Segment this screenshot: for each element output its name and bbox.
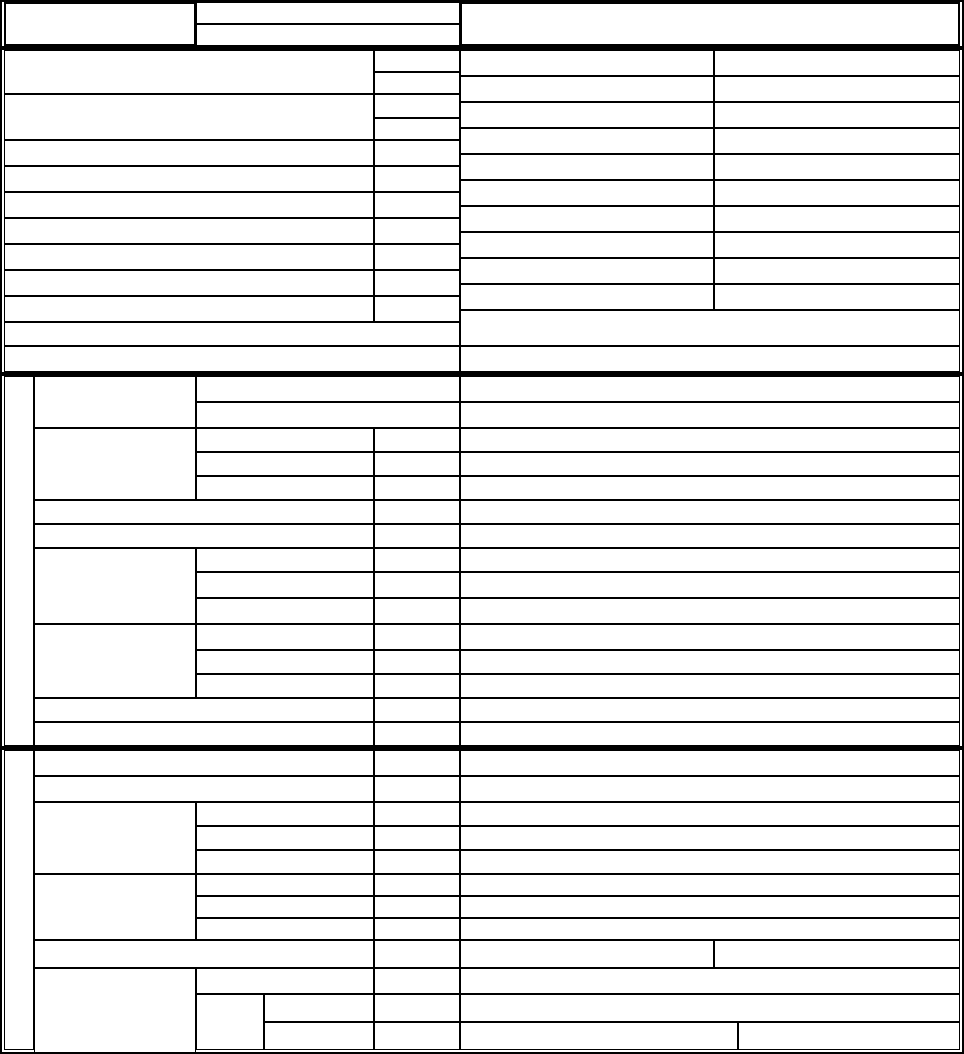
detail-value-e5[interactable] [714,154,960,180]
s2-group3-value-e3[interactable] [738,1022,960,1050]
detail-value-d2[interactable] [460,76,714,102]
s1-group3-value2[interactable] [460,572,960,598]
s2-group2-label [34,874,196,940]
s2-group2-value3[interactable] [460,918,960,940]
s2-row-b-label [34,776,374,802]
s1-group3-value3[interactable] [460,598,960,624]
detail-value-e10[interactable] [714,284,960,310]
detail-code-7[interactable] [374,192,460,218]
s1-group2-value3[interactable] [460,476,960,500]
detail-code-9[interactable] [374,244,460,270]
detail-label-4 [4,166,374,192]
detail-value-d10[interactable] [460,284,714,310]
detail-value-d1[interactable] [460,50,714,76]
s1-group3-code3[interactable] [374,598,460,624]
s1-row-c-value[interactable] [460,698,960,722]
s2-row-c-code[interactable] [374,940,460,968]
s1-group2-value2[interactable] [460,452,960,476]
s1-row-d-value[interactable] [460,722,960,746]
s1-group4-row3[interactable] [196,674,374,698]
detail-label-1 [4,50,374,94]
s1-group1-value1[interactable] [460,376,960,402]
s1-row-a-value[interactable] [460,500,960,524]
s2-group1-value1[interactable] [460,802,960,826]
s1-row-c-label [34,698,374,722]
s2-group2-code2[interactable] [374,896,460,918]
s1-group2-label [34,428,196,500]
s2-row-b-code[interactable] [374,776,460,802]
s1-group4-code1[interactable] [374,624,460,650]
s1-group4-code3[interactable] [374,674,460,698]
s1-group3-value1[interactable] [460,548,960,572]
s1-group1-row2[interactable] [196,402,460,428]
detail-label-11 [4,346,460,372]
s1-group4-code2[interactable] [374,650,460,674]
s1-group4-value1[interactable] [460,624,960,650]
s2-group3-label [34,968,196,1054]
s1-row-b-value[interactable] [460,524,960,548]
header-label-a [4,2,196,46]
s1-group2-code2[interactable] [374,452,460,476]
s1-row-a-code[interactable] [374,500,460,524]
detail-value-d5[interactable] [460,154,714,180]
detail-value-d6[interactable] [460,180,714,206]
detail-label-8 [4,270,374,296]
detail-value-d7[interactable] [460,206,714,232]
s1-group4-value3[interactable] [460,674,960,698]
detail-code-5[interactable] [374,140,460,166]
header-field-c1[interactable] [460,2,960,46]
detail-label-9 [4,296,374,322]
s2-group2-row3[interactable] [196,918,374,940]
detail-value-e9[interactable] [714,258,960,284]
s1-group2-row3[interactable] [196,476,374,500]
s1-group3-code1[interactable] [374,548,460,572]
detail-value-e3[interactable] [714,102,960,128]
s2-row-a-value[interactable] [460,750,960,776]
s1-group3-row3[interactable] [196,598,374,624]
s2-group2-row2[interactable] [196,896,374,918]
s2-group3-value-d3[interactable] [460,1022,738,1050]
detail-label-10 [4,322,460,346]
detail-value-d3[interactable] [460,102,714,128]
s1-group3-row1[interactable] [196,548,374,572]
detail-code-3[interactable] [374,94,460,118]
s1-group2-code1[interactable] [374,428,460,452]
s2-row-c-value-d[interactable] [460,940,714,968]
s2-row-c-label [34,940,374,968]
s1-group4-value2[interactable] [460,650,960,674]
detail-value-e7[interactable] [714,206,960,232]
s2-group1-code2[interactable] [374,826,460,850]
s2-group1-value2[interactable] [460,826,960,850]
s2-group2-code1[interactable] [374,874,460,896]
detail-value-e8[interactable] [714,232,960,258]
detail-value-d11[interactable] [460,310,960,346]
s1-group3-label [34,548,196,624]
s1-group4-row1[interactable] [196,624,374,650]
detail-value-e6[interactable] [714,180,960,206]
s1-group4-row2[interactable] [196,650,374,674]
s2-group3-sub-label1 [196,994,264,1050]
s2-row-c-value-e[interactable] [714,940,960,968]
s2-row-b-value[interactable] [460,776,960,802]
s2-group2-code3[interactable] [374,918,460,940]
detail-value-e2[interactable] [714,76,960,102]
s1-group2-code3[interactable] [374,476,460,500]
detail-code-11[interactable] [374,296,460,322]
detail-value-e1[interactable] [714,50,960,76]
s2-group1-code3[interactable] [374,850,460,874]
header-field-b1[interactable] [196,2,460,24]
s1-group2-row1[interactable] [196,428,374,452]
s2-group1-row3[interactable] [196,850,374,874]
detail-code-4[interactable] [374,118,460,140]
detail-code-2[interactable] [374,72,460,94]
s2-group1-label [34,802,196,874]
s2-group3-value1[interactable] [460,968,960,994]
s1-group1-row1[interactable] [196,376,460,402]
section-two-spine [4,750,34,1050]
detail-value-d12[interactable] [460,346,960,372]
detail-code-1[interactable] [374,50,460,72]
detail-label-7 [4,244,374,270]
s1-row-c-code[interactable] [374,698,460,722]
header-field-b2[interactable] [196,24,460,46]
s2-row-a-code[interactable] [374,750,460,776]
detail-code-8[interactable] [374,218,460,244]
s2-group3-row1[interactable] [196,968,374,994]
s2-group3-value2[interactable] [460,994,960,1022]
s1-group1-label [34,376,196,428]
s2-group2-value2[interactable] [460,896,960,918]
s1-group4-label [34,624,196,698]
s2-group1-value3[interactable] [460,850,960,874]
detail-value-d9[interactable] [460,258,714,284]
s2-group1-code1[interactable] [374,802,460,826]
s2-group1-row2[interactable] [196,826,374,850]
detail-value-d4[interactable] [460,128,714,154]
s2-group3-code3[interactable] [374,1022,460,1050]
section-one-spine [4,376,34,746]
s1-row-d-code[interactable] [374,722,460,746]
detail-value-e4[interactable] [714,128,960,154]
s2-group2-value1[interactable] [460,874,960,896]
s1-group2-row2[interactable] [196,452,374,476]
s2-row-a-label [34,750,374,776]
s1-group2-value1[interactable] [460,428,960,452]
s1-group3-code2[interactable] [374,572,460,598]
detail-label-3 [4,140,374,166]
s2-group3-sub-row1[interactable] [264,994,374,1022]
s2-group3-code1[interactable] [374,968,460,994]
detail-label-5 [4,192,374,218]
detail-label-6 [4,218,374,244]
detail-code-6[interactable] [374,166,460,192]
s1-row-d-label [34,722,374,746]
s1-group1-value2[interactable] [460,402,960,428]
s1-row-a-label [34,500,374,524]
s1-row-b-label [34,524,374,548]
detail-value-d8[interactable] [460,232,714,258]
detail-code-10[interactable] [374,270,460,296]
s1-row-b-code[interactable] [374,524,460,548]
s2-group3-code2[interactable] [374,994,460,1022]
s2-group2-row1[interactable] [196,874,374,896]
s2-group1-row1[interactable] [196,802,374,826]
s2-group3-sub-row2[interactable] [264,1022,374,1050]
s1-group3-row2[interactable] [196,572,374,598]
detail-label-2 [4,94,374,140]
